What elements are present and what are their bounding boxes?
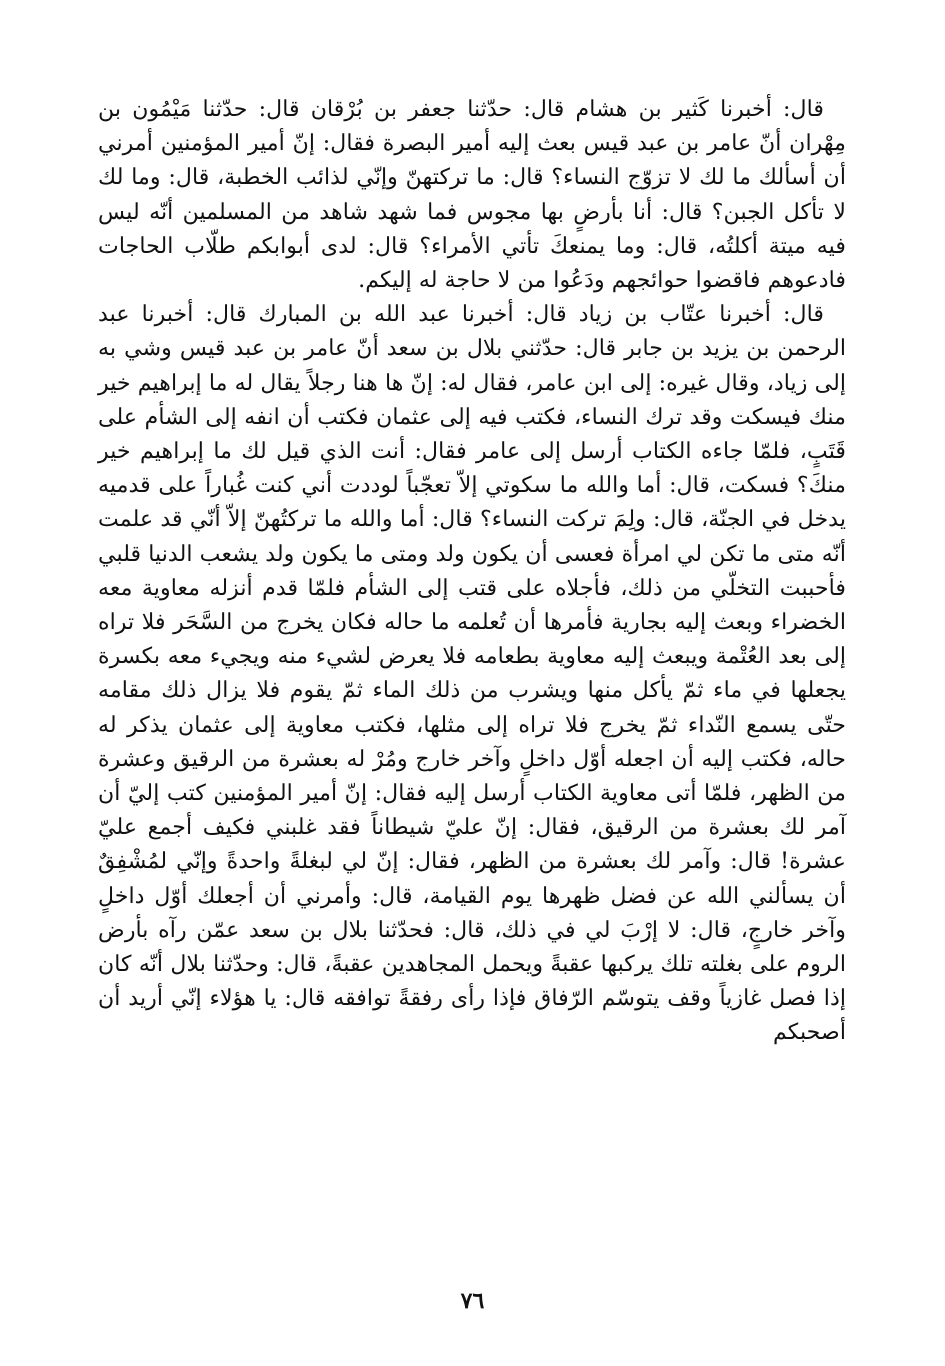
page-number: ٧٦ [460, 1288, 485, 1314]
paragraph-1: قال: أخبرنا كَثير بن هشام قال: حدّثنا جعفر بن بُرْقان قال: حدّثنا مَيْمُون بن مِهْران أنّ عامر بن عبد قيس بعث إليه أمير البصرة فقال: إنّ أمير المؤمنين أمرني أن أسألك ما لك لا تزوّج النساء؟ قال: ما تركتهنّ وإنّي لذائب الخطبة، قال: وما لك لا تأكل الجبن؟ قال: أنا بأرضٍ بها مجوس فما شهد شاهد من المسلمين أنّه ليس فيه ميتة أكلتُه، قال: وما يمنعكَ تأتي الأمراء؟ قال: لدى أبوابكم طلّاب الحاجات فادعوهم فاقضوا حوائجهم ودَعُوا من لا حاجة له إليكم. [98, 96, 846, 294]
body-text [98, 92, 846, 1050]
paragraph-2: قال: أخبرنا عتّاب بن زياد قال: أخبرنا عبد الله بن المبارك قال: أخبرنا عبد الرحمن بن يزيد بن جابر قال: حدّثني بلال بن سعد أنّ عامر بن عبد قيس وشي به إلى زياد، وقال غيره: إلى ابن عامر، فقال له: إنّ ها هنا رجلاً يقال له ما إبراهيم خير منك فيسكت وقد ترك النساء، فكتب فيه إلى عثمان فكتب أن انفه إلى الشأم على قَتَبٍ، فلمّا جاءه الكتاب أرسل إلى عامر فقال: أنت الذي قيل لك ما إبراهيم خير منكَ؟ فسكت، قال: أما والله ما سكوتي إلاّ تعجّباً لوددت أني كنت غُباراً على قدميه يدخل في الجنّة، قال: ولِمَ تركت النساء؟ قال: أما والله ما تركتُهنّ إلاّ أنّي قد علمت أنّه متى ما تكن لي امرأة فعسى أن يكون ولد ومتى ما يكون ولد يشعب الدنيا قلبي فأحببت التخلّي من ذلك، فأجلاه على قتب إلى الشأم فلمّا قدم أنزله معاوية معه الخضراء وبعث إليه بجارية فأمرها أن تُعلمه ما حاله فكان يخرج من السَّحَر فلا تراه إلى بعد العُتْمة ويبعث إليه معاوية بطعامه فلا يعرض لشيء منه ويجيء معه بكسرة يجعلها في ماء ثمّ يأكل منها ويشرب من ذلك الماء ثمّ يقوم فلا يزال ذلك مقامه حتّى يسمع النّداء ثمّ يخرج فلا تراه إلى مثلها، فكتب معاوية إلى عثمان يذكر له حاله، فكتب إليه أن اجعله أوّل داخلٍ وآخر خارج ومُرْ له بعشرة من الرقيق وعشرة من الظهر، فلمّا أتى معاوية الكتاب أرسل إليه فقال: إنّ أمير المؤمنين كتب إليّ أن آمر لك بعشرة من الرقيق، فقال: إنّ عليّ شيطاناً فقد غلبني فكيف أجمع عليّ عشرة! قال: وآمر لك بعشرة من الظهر، فقال: إنّ لي لبغلةً واحدةً وإنّي لمُشْفِقٌ أن يسألني الله عن فضل ظهرها يوم القيامة، قال: وأمرني أن أجعلك أوّل داخلٍ وآخر خارجٍ، قال: لا إرْبَ لي في ذلك، قال: فحدّثنا بلال بن سعد عمّن رآه بأرض الروم على بغلته تلك يركبها عقبةً ويحمل المجاهدين عقبةً، قال: وحدّثنا بلال أنّه كان إذا فصل غازياً وقف يتوسّم الرّفاق فإذا رأى رفقةً توافقه قال: يا هؤلاء إنّي أريد أن أصحبكم [98, 301, 846, 1046]
